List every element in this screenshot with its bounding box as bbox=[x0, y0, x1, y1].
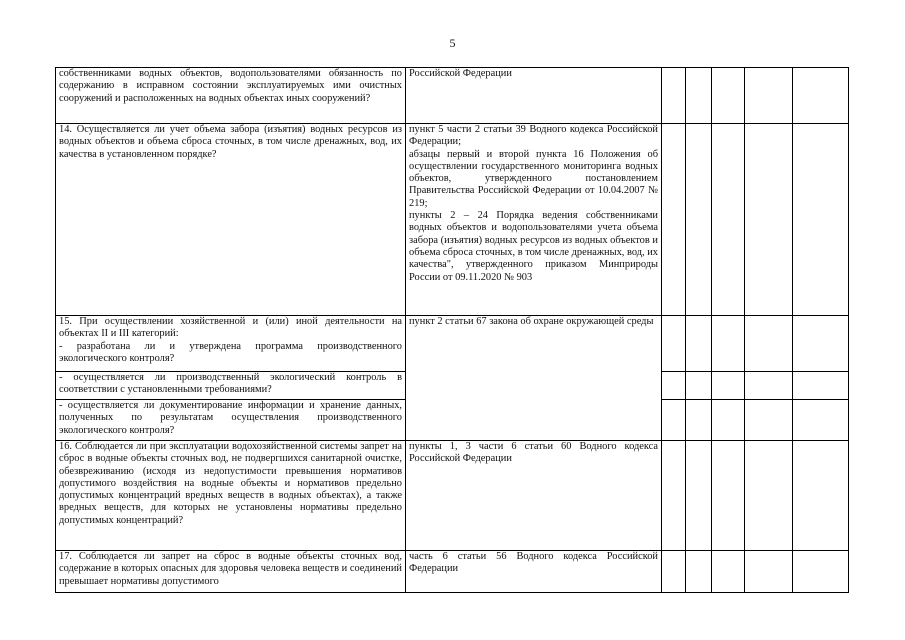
answer-yes-cell[interactable] bbox=[662, 551, 686, 593]
answer-no-cell[interactable] bbox=[686, 124, 712, 316]
comment-cell[interactable] bbox=[793, 551, 849, 593]
answer-no-cell[interactable] bbox=[686, 441, 712, 551]
reference-cell: часть 6 статьи 56 Водного кодекса Российской Федерации bbox=[406, 551, 662, 593]
answer-no-cell[interactable] bbox=[686, 372, 712, 400]
question-cell: 16. Соблюдается ли при эксплуатации водохозяйственной системы запрет на сброс в водные объекты сточных вод, не подвергшихся санитарной очистке, обезвреживанию (исходя из недопустимости превышения нормативов допустимого воздействия на водные объекты и нормативов предельно допустимых концентраций вредных веществ в водных объектах), а также вредных веществ, для которых не установлены нормативы предельно допустимых концентраций? bbox=[56, 441, 406, 551]
notes-cell[interactable] bbox=[745, 441, 793, 551]
answer-yes-cell[interactable] bbox=[662, 400, 686, 441]
answer-yes-cell[interactable] bbox=[662, 441, 686, 551]
question-cell: - осуществляется ли документирование информации и хранение данных, полученных по результатам осуществления производственного экологического контроля? bbox=[56, 400, 406, 441]
answer-yes-cell[interactable] bbox=[662, 124, 686, 316]
notes-cell[interactable] bbox=[745, 551, 793, 593]
question-cell: 14. Осуществляется ли учет объема забора (изъятия) водных ресурсов из водных объектов и объема сброса сточных, в том числе дренажных, вод, их качества в установленном порядке? bbox=[56, 124, 406, 316]
answer-na-cell[interactable] bbox=[712, 316, 745, 372]
answer-yes-cell[interactable] bbox=[662, 68, 686, 124]
notes-cell[interactable] bbox=[745, 400, 793, 441]
comment-cell[interactable] bbox=[793, 68, 849, 124]
answer-no-cell[interactable] bbox=[686, 400, 712, 441]
table-row bbox=[56, 124, 849, 316]
notes-cell[interactable] bbox=[745, 68, 793, 124]
reference-cell: Российской Федерации bbox=[406, 68, 662, 124]
comment-cell[interactable] bbox=[793, 441, 849, 551]
table-row bbox=[56, 316, 849, 372]
answer-no-cell[interactable] bbox=[686, 551, 712, 593]
question-cell: - осуществляется ли производственный экологический контроль в соответствии с установленными требованиями? bbox=[56, 372, 406, 400]
answer-na-cell[interactable] bbox=[712, 68, 745, 124]
page-number: 5 bbox=[449, 36, 456, 50]
answer-yes-cell[interactable] bbox=[662, 372, 686, 400]
table-row bbox=[56, 68, 849, 124]
comment-cell[interactable] bbox=[793, 400, 849, 441]
answer-no-cell[interactable] bbox=[686, 68, 712, 124]
question-cell: 17. Соблюдается ли запрет на сброс в водные объекты сточных вод, содержание в которых опасных для здоровья человека веществ и соединений превышает нормативы допустимого bbox=[56, 551, 406, 593]
table-row bbox=[56, 551, 849, 593]
notes-cell[interactable] bbox=[745, 372, 793, 400]
comment-cell[interactable] bbox=[793, 124, 849, 316]
question-cell: собственниками водных объектов, водопользователями обязанность по содержанию в исправном состоянии эксплуатируемых ими очистных сооружений и расположенных на водных объектах иных сооружений? bbox=[56, 68, 406, 124]
answer-na-cell[interactable] bbox=[712, 400, 745, 441]
notes-cell[interactable] bbox=[745, 316, 793, 372]
reference-cell: пункты 1, 3 части 6 статьи 60 Водного кодекса Российской Федерации bbox=[406, 441, 662, 551]
answer-na-cell[interactable] bbox=[712, 551, 745, 593]
reference-cell: пункт 2 статьи 67 закона об охране окружающей среды bbox=[406, 316, 662, 441]
answer-na-cell[interactable] bbox=[712, 124, 745, 316]
question-cell: 15. При осуществлении хозяйственной и (или) иной деятельности на объектах II и III категорий: - разработана ли и утверждена программа производственного экологического контроля? bbox=[56, 316, 406, 372]
comment-cell[interactable] bbox=[793, 372, 849, 400]
answer-no-cell[interactable] bbox=[686, 316, 712, 372]
answer-na-cell[interactable] bbox=[712, 441, 745, 551]
reference-cell: пункт 5 части 2 статьи 39 Водного кодекса Российской Федерации; абзацы первый и второй пункта 16 Положения об осуществлении государственного мониторинга водных объектов, утвержденного постановлением Правительства Российской Федерации от 10.04.2007 № 219; пункты 2 – 24 Порядка ведения собственниками водных объектов и водопользователями учета объема забора (изъятия) водных ресурсов из водных объектов и объема сброса сточных, в том числе дренажных, вод, их качества", утвержденного приказом Минприроды России от 09.11.2020 № 903 bbox=[406, 124, 662, 316]
comment-cell[interactable] bbox=[793, 316, 849, 372]
answer-na-cell[interactable] bbox=[712, 372, 745, 400]
notes-cell[interactable] bbox=[745, 124, 793, 316]
answer-yes-cell[interactable] bbox=[662, 316, 686, 372]
table-row bbox=[56, 441, 849, 551]
checklist-table bbox=[55, 67, 849, 593]
